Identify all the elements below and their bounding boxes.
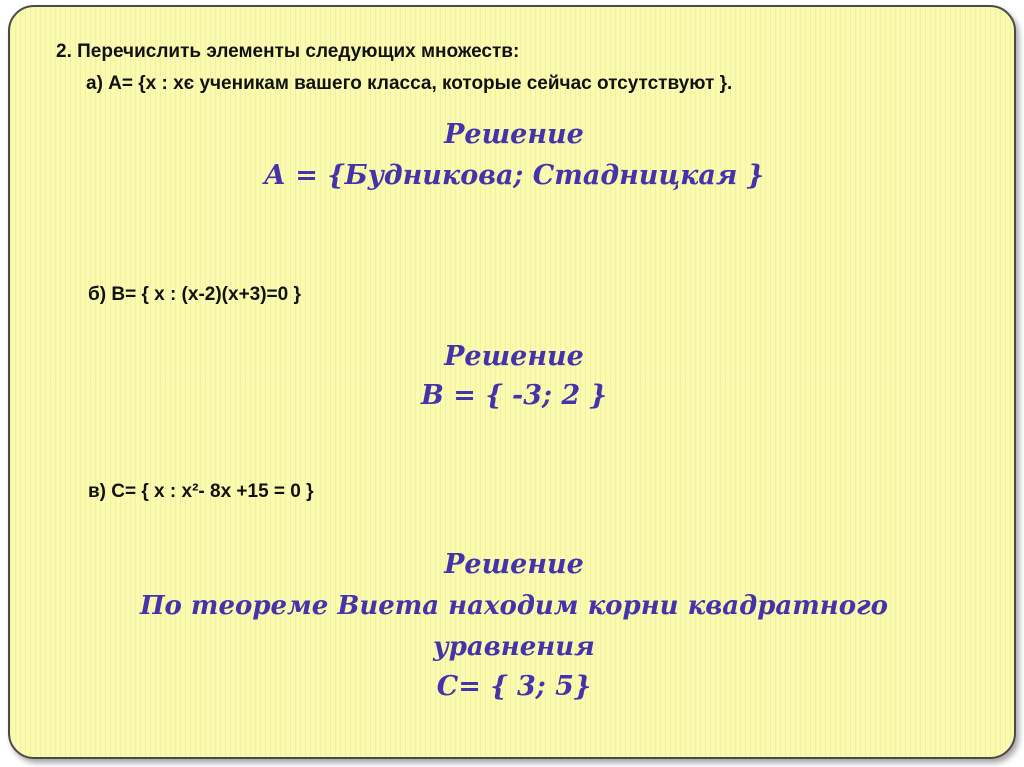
solution-b-answer: В = { -3; 2 } xyxy=(421,380,607,411)
solution-a-title: Решение xyxy=(444,119,584,150)
task-heading: 2. Перечислить элементы следующих множеств: xyxy=(56,41,520,62)
slide xyxy=(8,5,1016,759)
task-part-a: а) А= {х : хє ученикам вашего класса, которые сейчас отсутствуют }. xyxy=(86,73,733,94)
solution-c-answer: С= { 3; 5} xyxy=(436,671,592,702)
solution-b-title: Решение xyxy=(444,341,584,372)
task-part-c: в) С= { х : х²- 8х +15 = 0 } xyxy=(88,481,314,502)
solution-c-line1: По теореме Виета находим корни квадратного xyxy=(139,591,889,621)
solution-a-answer: А = {Будникова; Стадницкая } xyxy=(263,160,765,191)
solution-c-line2: уравнения xyxy=(433,632,595,662)
solution-c-title: Решение xyxy=(444,549,584,580)
task-part-b: б) В= { х : (х-2)(х+3)=0 } xyxy=(88,284,301,305)
